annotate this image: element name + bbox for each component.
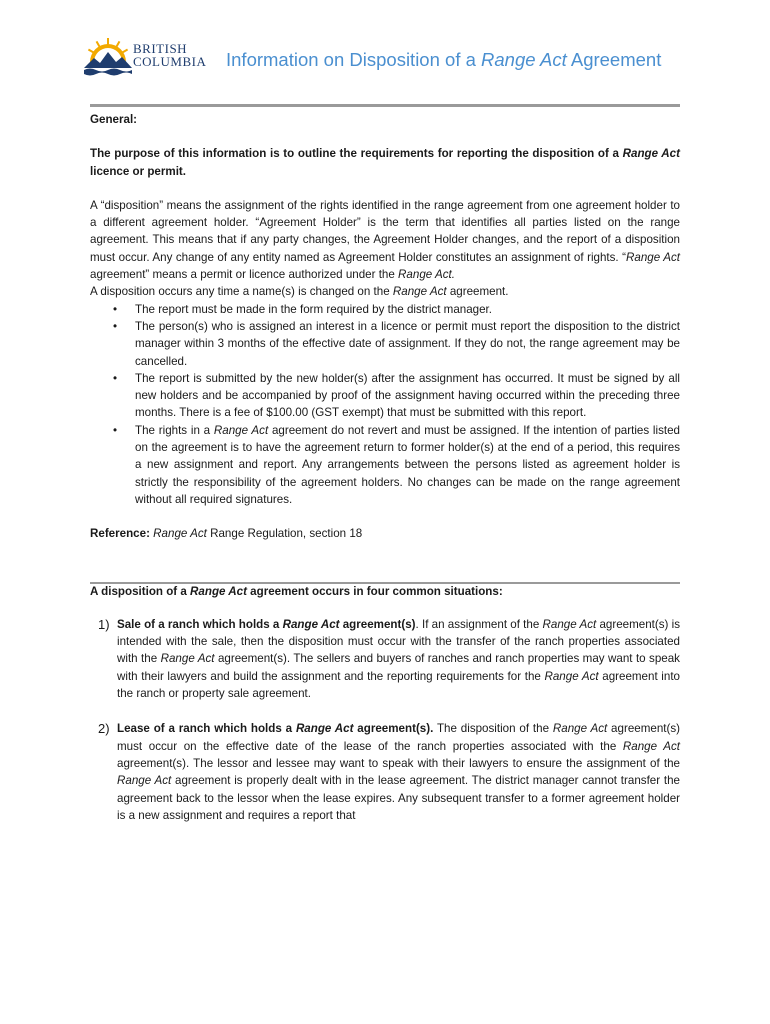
definition-text-1: A “disposition” means the assignment of the rights identified in the range agreement from one agreement holder to a different agreement holder. “Agreement Holder” is the term that identifies all parties listed on the range agreement. This means that if any party changes, the Agreement Holder changes, and the report of a disposition must occur. Any change of any entity named as Agreement Holder constitutes an assignment of rights. “ (90, 198, 680, 264)
situation-title-italic: Range Act (282, 617, 340, 631)
situations-list (90, 616, 680, 824)
reference-label: Reference: (90, 527, 150, 541)
item1-text-4: agreement into the ranch or property sale agreement. (117, 669, 680, 701)
bullet4-text-pre: The rights in a (135, 423, 214, 437)
reference-line (90, 525, 680, 542)
item1-text-1: . If an assignment of the (415, 617, 543, 631)
bullet4-text-italic: Range Act (213, 423, 269, 437)
list-item: • The report must be made in the form required by the district manager. (90, 301, 680, 318)
header-divider (90, 104, 680, 107)
occurs-text-pre: A disposition occurs any time a name(s) is changed on the (90, 285, 393, 299)
item2-text-1: The disposition of the (433, 722, 553, 736)
situations-heading-pre: A disposition of a (90, 584, 191, 598)
item2-text-3: agreement(s). The lessor and lessee may want to speak with their lawyers to ensure the assignment of the (117, 756, 680, 770)
situations-heading-italic: Range Act (190, 584, 247, 598)
disposition-definition (90, 197, 680, 283)
logo-wordmark (133, 42, 206, 68)
list-item: • The person(s) who is assigned an interest in a licence or permit must report the disposition to the district manager within 3 months of the effective date of assignment. If they do not, the range agreement may be cancelled. (90, 318, 680, 370)
item2-italic-3: Range Act (117, 774, 172, 788)
reference-italic: Range Act (153, 527, 207, 541)
purpose-text-post: licence or permit. (90, 164, 187, 178)
occurs-text-italic: Range Act (392, 285, 447, 299)
title-text-italic: Range Act (481, 49, 567, 70)
situation-item-sale (90, 616, 680, 702)
situation-title-post: agreement(s) (339, 617, 416, 631)
bullet4-text-post: agreement do not revert and must be assigned. If the intention of parties listed on the agreement is to have the agreement return to former holder(s) at the end of a period, this requires a new assignment and report. Any arrangements between the persons listed as agreement holder is strictly the responsibility of the agreement holders. No changes can be made on the range agreement without all required signatures. (135, 423, 680, 506)
item2-italic-1: Range Act (552, 722, 608, 736)
water-waves (84, 69, 132, 76)
list-item: • The report is submitted by the new holder(s) after the assignment has occurred. It must be signed by all new holders and be accompanied by proof of the assignment having occurred within the preceding three months. There is a fee of $100.00 (GST exempt) that must be submitted with this report. (90, 370, 680, 422)
reference-text: Range Regulation, section 18 (206, 527, 363, 541)
situation-title-pre: Sale of a ranch which holds a (117, 617, 283, 631)
occurs-text-post: agreement. (446, 285, 509, 299)
situation-title-pre: Lease of a ranch which holds a (117, 722, 296, 736)
item1-italic-3: Range Act (544, 669, 599, 683)
purpose-text-pre: The purpose of this information is to outline the requirements for reporting the disposition of a (90, 147, 623, 161)
document-body (90, 111, 680, 824)
item2-text-4: agreement is properly dealt with in the lease agreement. The district manager cannot transfer the agreement back to the lessor when the lease expires. Any subsequent transfer to a former agreement holder is a new assignment and requires a report that (117, 774, 680, 822)
item-number: 2) (98, 721, 110, 737)
item1-text-3: agreement(s). The sellers and buyers of ranches and ranch properties may want to speak with their lawyers and build the assignment and the reporting requirements for the (117, 652, 680, 683)
definition-text-2: agreement” means a permit or licence authorized under the (90, 268, 399, 282)
definition-italic-2: Range Act. (398, 268, 455, 282)
situation-title (117, 722, 433, 735)
situation-title-italic: Range Act (295, 722, 354, 736)
situation-title (117, 618, 416, 631)
title-text-pre: Information on Disposition of a (226, 49, 482, 70)
general-heading: General: (90, 113, 138, 126)
disposition-occurs-text (90, 283, 680, 300)
item2-italic-2: Range Act (622, 739, 680, 753)
logo-line-columbia: COLUMBIA (133, 54, 207, 69)
item1-italic-2: Range Act (160, 652, 215, 666)
situation-item-lease (90, 720, 680, 824)
situations-heading (90, 583, 680, 600)
definition-italic-1: Range Act (626, 250, 680, 264)
situations-heading-post: agreement occurs in four common situations: (246, 584, 503, 598)
logo-line-british: BRITISH (133, 41, 188, 56)
item1-text-2: agreement(s) is intended with the sale, then the disposition must occur with the transfer of the ranch properties associated with the (117, 617, 680, 666)
item-number: 1) (98, 616, 110, 632)
purpose-statement (90, 145, 680, 180)
document-title (226, 49, 661, 71)
list-item (90, 422, 680, 508)
requirements-list (90, 301, 680, 509)
situation-title-post: agreement(s). (353, 722, 434, 736)
title-text-post: Agreement (566, 49, 662, 70)
item1-italic-1: Range Act (542, 617, 597, 631)
item2-text-2: agreement(s) must occur on the effective date of the lease of the ranch properties associated with the (117, 722, 681, 753)
purpose-text-italic: Range Act (622, 147, 680, 161)
